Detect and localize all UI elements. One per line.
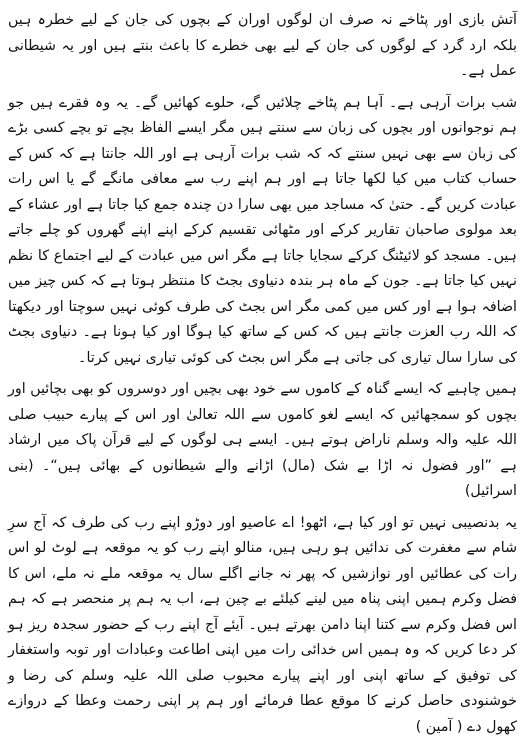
- paragraph-shab-e-barat: شب برات آرہی ہے۔ آہا ہم پٹاخے چلائیں گے، حلوے کھائیں گے۔ یہ وہ فقرے ہیں جو ہم نوجوانوں اور بچوں کی زبان سے سنتے ہیں مگر ایسے الفاظ بچے تو بچے کسی بڑے کی زبان سے بھی نہیں سنتے کہ کہ شب برات آرہی ہے اور اللہ جانتا ہے کہ کس کے حساب کتاب میں کیا لکھا جاتا ہے اور ہم اپنے رب سے معافی مانگے گے یا اس رات عبادت کریں گے۔ حتیٰ کہ مساجد میں بھی سارا دن چندہ جمع کیا جاتا ہے اور عشاء کے بعد مولوی صاحبان تقاریر کرکے اور مٹھائی تقسیم کرکے اپنے اپنے گھروں کو چلے جاتے ہیں۔ مسجد کو لائیٹنگ کرکے سجایا جاتا ہے مگر اس میں عبادت کے لیے اجتماع کا نظم نہیں کیا جاتا ہے۔ جون کے ماہ ہر بندہ دنیاوی بجٹ کا منتظر ہوتا ہے کہ کس چیز میں اضافہ ہوا ہے اور کس میں کمی مگر اس بجٹ کی طرف کوئی نہیں سوچتا اور دیکھتا کہ اللہ رب العزت جانتے ہیں کہ کس کے ساتھ کیا ہوگا اور کیا ہونا ہے۔ دنیاوی بجٹ کی سارا سال تیاری کی جاتی ہے مگر اس بجٹ کی کوئی تیاری نہیں کرتا۔: [8, 94, 517, 366]
- paragraph-closing-prayer: یہ بدنصیبی نہیں تو اور کیا ہے، اٹھو! اے عاصیو اور دوڑو اپنے رب کی طرف کہ آج سرِ شام سے مغفرت کی ندائیں ہو رہی ہیں، منالو اپنے رب کو یہ موقعہ ہے لوٹ لو اس رات کی عطائیں اور نوازشیں کہ پھر نہ جانے اگلے سال یہ موقعہ ملے نہ ملے، اس کا فضل وکرم ہمیں اپنی پناہ میں لینے کیلئے بے چین ہے، اب یہ ہم پر منحصر ہے کہ ہم اس فضل وکرم سے کتنا اپنا دامن بھرتے ہیں۔ آیئے آج اپنے رب کے حضور سجدہ ریز ہو کر دعا کریں کہ وہ ہمیں اس خدائی رات میں اپنی اطاعت وعبادات اور توبہ واستغفار کی توفیق کے ساتھ اپنی اور اپنے پیارے محبوب صلی اللہ علیہ وسلم کی رضا و خوشنودی حاصل کرنے کا موقع عطا فرمائے اور ہم پر اپنی رحمت وعطا کے دروازے کھول دے ( آمین ): [8, 514, 517, 735]
- paragraph-fireworks-warning: آتش بازی اور پٹاخے نہ صرف ان لوگوں اوران کے بچوں کی جان کے لیے خطرہ ہیں بلکہ ارد گرد کے لوگوں کی جان کے لیے بھی خطرے کا باعث بنتے ہیں اور یہ شیطانی عمل ہے۔: [8, 12, 517, 79]
- paragraph-quran-quote: ہمیں چاہیے کہ ایسے گناہ کے کاموں سے خود بھی بچیں اور دوسروں کو بھی بچائیں اور بچوں کو سمجھائیں کہ ایسے لغو کاموں سے اللہ تعالیٰ اور اس کے پیارے حبیب صلی اللہ علیہ والہ وسلم ناراض ہوتے ہیں۔ ایسے ہی لوگوں کے لیے قرآن پاک میں ارشاد ہے ”اور فضول نہ اڑا بے شک (مال) اڑانے والے شیطانوں کے بھائی ہیں“۔ (بنی اسرائیل): [8, 381, 517, 499]
